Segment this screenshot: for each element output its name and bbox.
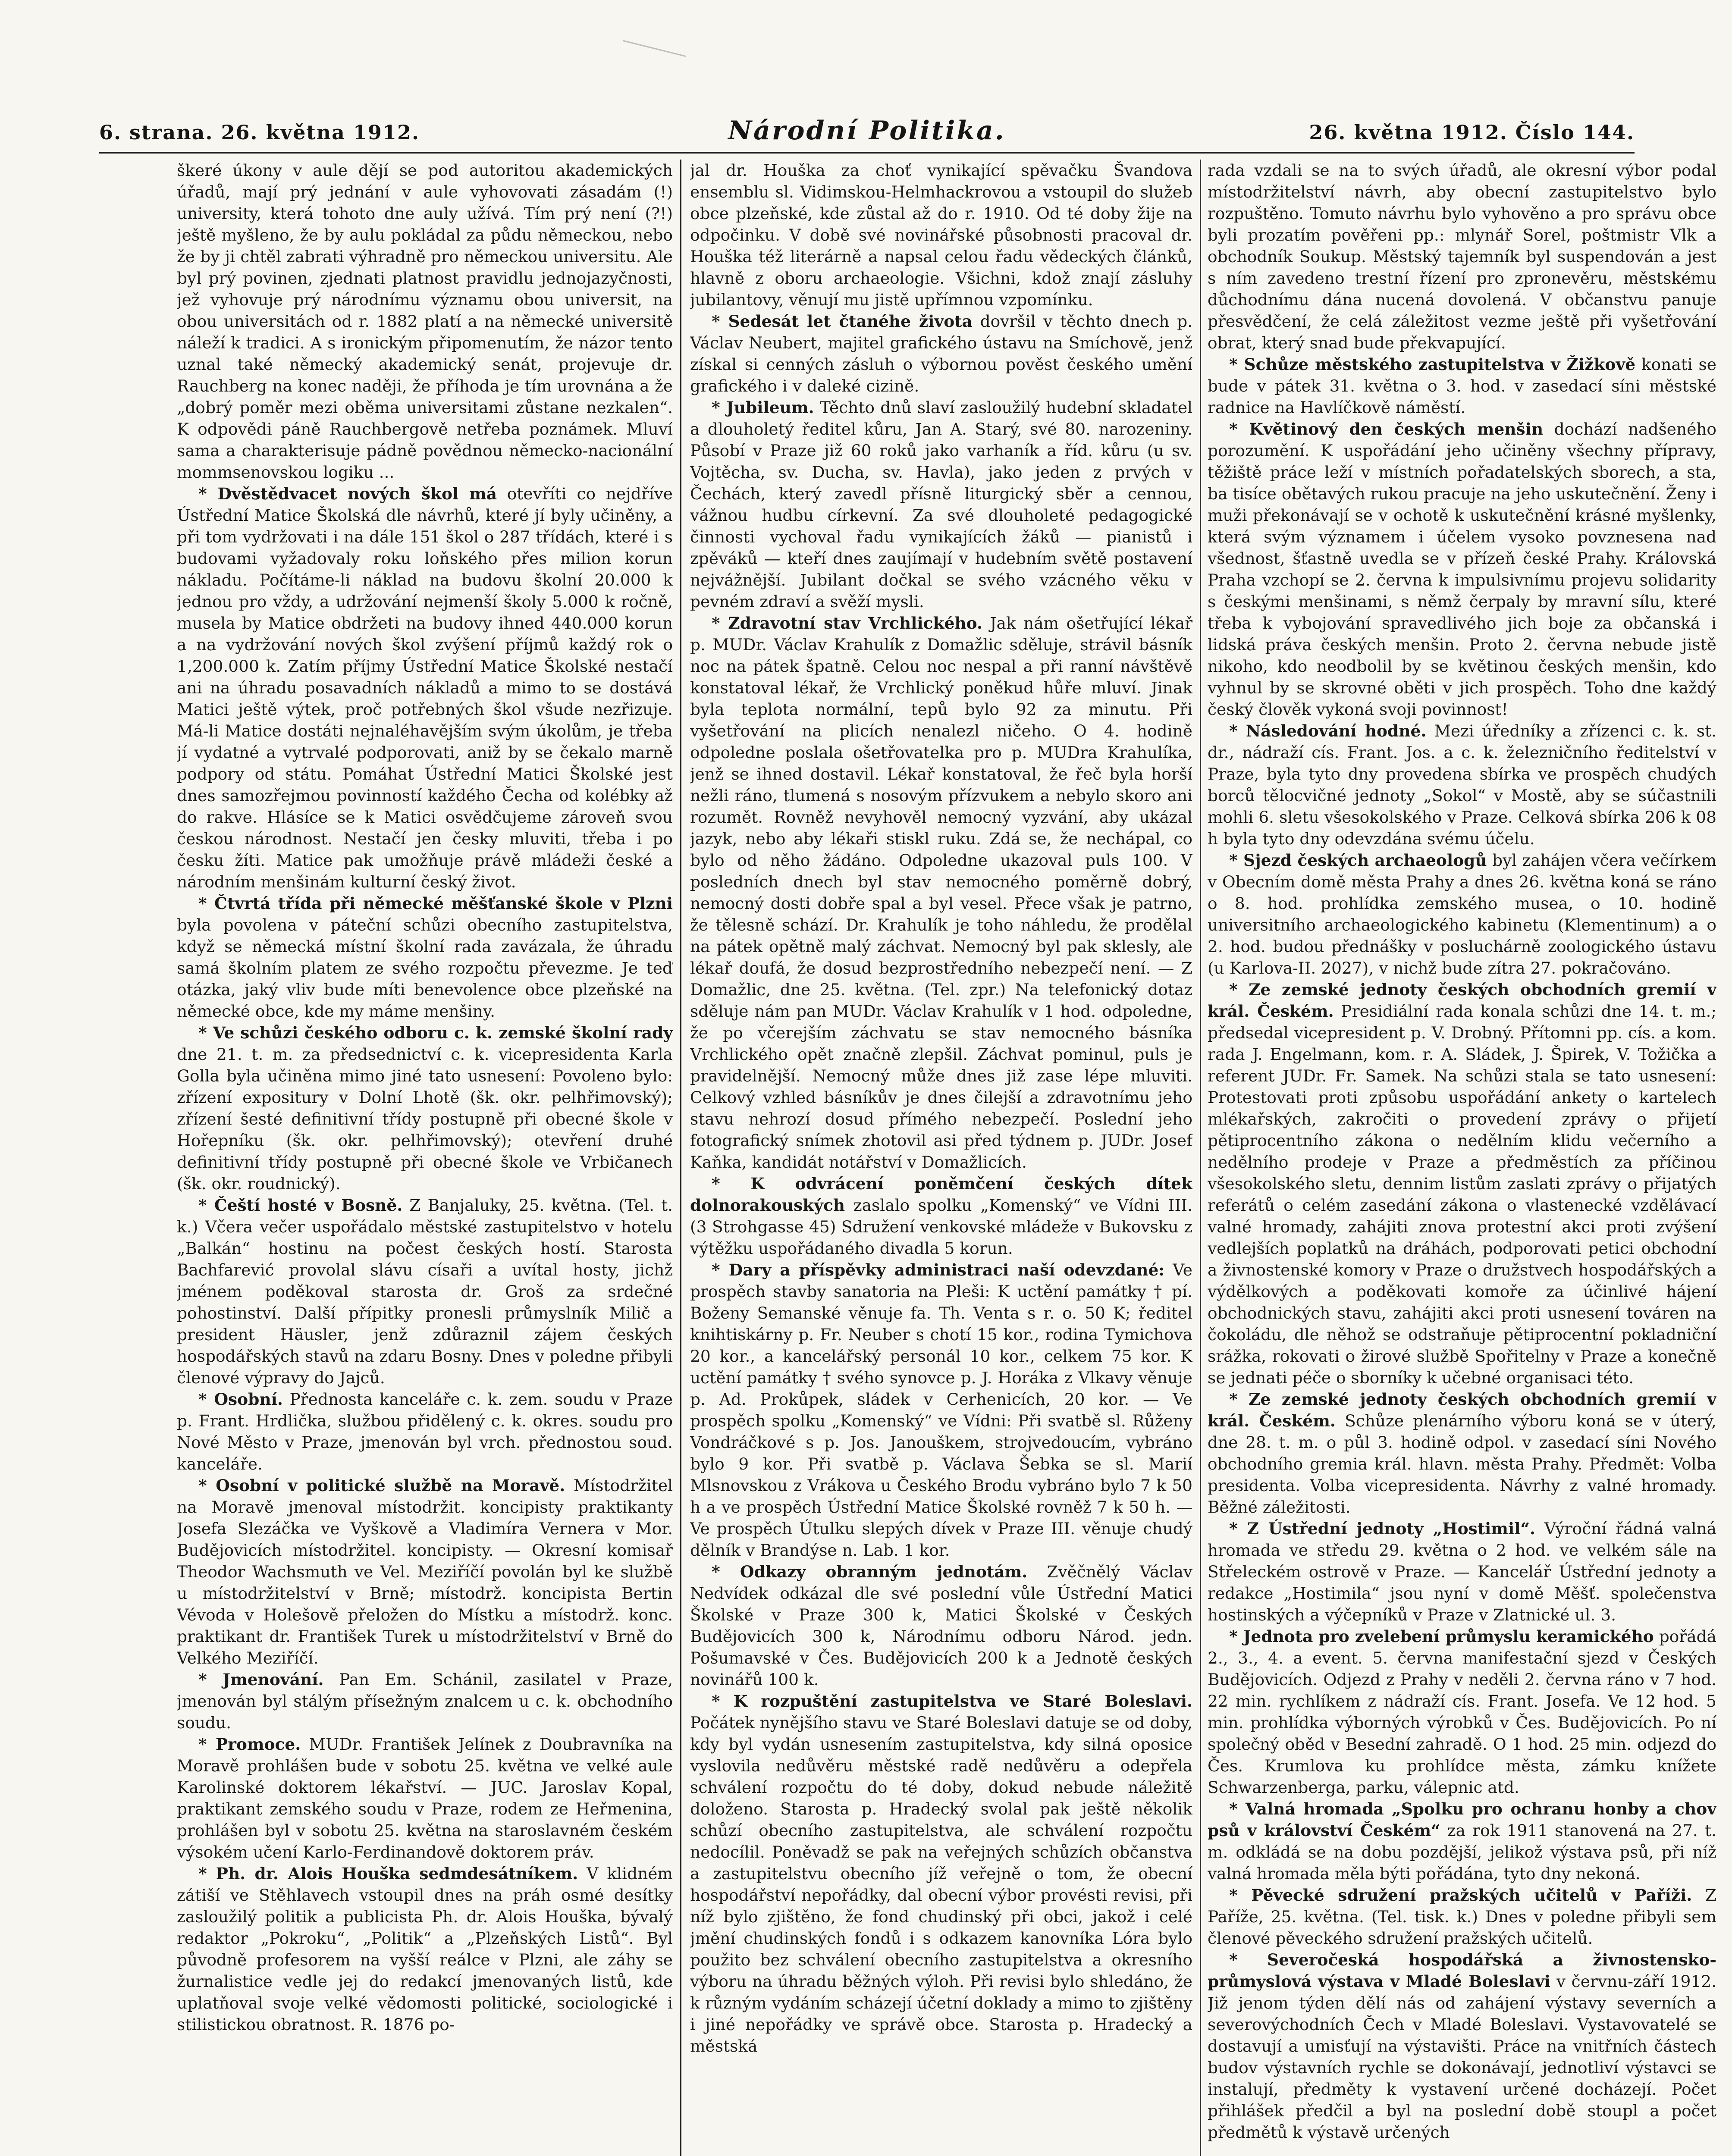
article-paragraph xyxy=(177,893,673,1022)
article-paragraph xyxy=(690,1561,1192,1690)
article-paragraph xyxy=(1208,720,1716,849)
article-text: pořádá 2., 3., 4. a event. 5. června manifestační sjezd v Českých Budějovicích. Odjezd z Prahy v neděli 2. června ráno v 7 hod. 22 min. rychlíkem z nádraží cís. Frant. Josefa. Ve 12 hod. 5 min. prohlídka výborných výrobků v Čes. Budějovicích. Po ní společný oběd v Besední zahradě. O 1 hod. 25 min. odjezd do Čes. Krumlova ku prohlídce města, zámku knížete Schwarzenberga, parku, válepnic atd. xyxy=(1208,1627,1716,1797)
article-paragraph xyxy=(177,1475,673,1669)
article-lead: * Čtvrtá třída při německé měšťanské škole v Plzni xyxy=(198,894,673,913)
article-lead: * Čeští hosté v Bosně. xyxy=(198,1196,403,1215)
article-lead: * Ph. dr. Alois Houška sedmdesátníkem. xyxy=(198,1864,578,1883)
article-paragraph xyxy=(690,397,1192,612)
article-paragraph xyxy=(1208,979,1716,1388)
article-lead: * Pěvecké sdružení pražských učitelů v Paříži. xyxy=(1229,1886,1692,1905)
page-header xyxy=(99,113,1635,152)
article-paragraph xyxy=(177,1733,673,1863)
article-lead: * Osobní. xyxy=(198,1390,283,1409)
article-lead: * Severočeská hospodářská a živnostensko-průmyslová výstava v Mladé Boleslavi xyxy=(1208,1950,1716,1991)
article-lead: * Promoce. xyxy=(198,1735,301,1754)
article-text: byl zahájen včera večírkem v Obecním domě města Prahy a dnes 26. května koná se ráno o 8. hod. prohlídka zemského musea, o 10. hodině universitního archaeologického kabinetu (Klementinum) a o 2. hod. budou přednášky v posluchárně zoologického ústavu (u Karlova-II. 2027), v nichž bude zítra 27. pokračováno. xyxy=(1208,851,1716,978)
article-paragraph xyxy=(177,483,673,893)
article-lead: * K odvrácení poněmčení českých dítek dolnorakouských xyxy=(690,1174,1192,1215)
column-rule xyxy=(680,160,681,2156)
article-text: dochází nadšeného porozumění. K uspořádání jeho učiněny všechny přípravy, těžiště práce leží v místních pořadatelských sborech, a sta, ba tisíce obětavých rukou pracuje na jeho uskutečnění. Ženy i muži překonávají se v ochotě k uskutečnění krásné myšlenky, která svým významem i účelem vysoko povznesena nad všednost, šťastně uvedla se v přízeň české Prahy. Královská Praha vzchopí se 2. června k impulsivnímu projevu solidarity s českými menšinami, s němž čerpaly by mravní sílu, které třeba k vybojování spravedlivého jich boje za občanská i lidská práva českých menšin. Proto 2. června nebude jistě nikoho, kdo neodbolil by se květinou českých menšin, kdo vyhnul by se skrovné oběti v jich prospěch. Toho dne každý český člověk vykoná svoji povinnost! xyxy=(1208,420,1716,719)
article-lead: * Sjezd českých archaeologů xyxy=(1229,851,1487,870)
article-text: konati se bude v pátek 31. května o 3. hod. v zasedací síni městské radnice na Havlíčkově náměstí. xyxy=(1208,355,1716,417)
article-text: dne 21. t. m. za předsednictví c. k. vicepresidenta Karla Golla byla učiněna mimo jiné tato usnesení: Povoleno bylo: zřízení expositury v Dolní Lhotě (šk. okr. pelhřimovský); zřízení šesté definitivní třídy postupně při obecné škole v Hořepníku (šk. okr. pelhřimovský); otevření druhé definitivní třídy postupně při obecné škole ve Vrbičanech (šk. okr. roudnický). xyxy=(177,1045,673,1193)
article-text: dovršil v těchto dnech p. Václav Neubert, majitel grafického ústavu na Smíchově, jenž získal si cenných zásluh o výbornou pověst českého umění grafického i v daleké cizině. xyxy=(690,312,1192,395)
article-text: MUDr. František Jelínek z Doubravníka na Moravě prohlášen bude v sobotu 25. května ve velké aule Karolinské doktorem lékařství. — JUC. Jaroslav Kopal, praktikant zemského soudu v Praze, rodem ze Heřmenina, prohlášen byl v sobotu 25. května na staroslavném českém výsokém učení Karlo-Ferdinandově doktorem práv. xyxy=(177,1735,673,1861)
article-text: Pan Em. Schánil, zasilatel v Praze, jmenován byl stálým přísežným znalcem u c. k. obchodního soudu. xyxy=(177,1670,673,1732)
article-paragraph xyxy=(690,160,1192,310)
article-text: Z Paříže, 25. května. (Tel. tisk. k.) Dnes v poledne přibyli sem členové pěveckého sdružení pražských učitelů. xyxy=(1208,1886,1716,1948)
article-paragraph xyxy=(1208,1949,1716,2143)
article-paragraph xyxy=(1208,160,1716,354)
article-text: Výroční řádná valná hromada ve středu 29. května o 2 hod. ve velkém sále na Střeleckém ostrově v Praze. — Kancelář Ústřední jednoty a redakce „Hostimila“ jsou nyní v domě Měšť. společenstva hostinských a výčepníků v Praze v Zlatnické ul. 3. xyxy=(1208,1519,1716,1624)
article-paragraph xyxy=(690,612,1192,1173)
masthead-title: Národní Politika. xyxy=(728,116,1006,146)
article-text: Těchto dnů slaví zasloužilý hudební skladatel a dlouholetý ředitel kůru, Jan A. Starý, své 80. narozeniny. Působí v Praze již 60 roků jako varhaník a říd. kůru (u sv. Vojtěcha, sv. Ducha, sv. Havla), jako jeden z prvých v Čechách, který zavedl přísně liturgický sběr a cennou, vážnou hudbu církevní. Za své dlouholeté pedagogické činnosti vychoval řadu vynikajících žáků — pianistů i zpěváků — kteří dnes zaujímají v hudebním světě postavení nejvážnější. Jubilant dočkal se svého vzácného věku v pevném zdraví a svěží mysli. xyxy=(690,398,1192,611)
article-text: Jak nám ošetřující lékař p. MUDr. Václav Krahulík z Domažlic sděluje, strávil básník noc na pátek špatně. Celou noc nespal a při ranní návštěvě konstatoval lékař, že Vrchlický poněkud hůře mluví. Jinak byla teplota normální, tepů bylo 92 za minutu. Při vyšetřování na plicích nenalezl ničeho. O 4. hodině odpoledne poslala ošetřovatelka pro p. MUDra Krahulíka, jenž se ihned dostavil. Lékař konstatoval, že řeč byla horší nežli ráno, tlumená s nosovým přízvukem a nebylo skoro ani rozumět. Rovněž nevyhověl nemocný vyzvání, aby ukázal jazyk, nebo aby lékaři stiskl ruku. Zdá se, že nechápal, co bylo od něho žádáno. Odpoledne ukazoval puls 100. V posledních dnech byl stav nemocného poměrně dobrý, nemocný dosti dobře spal a byl vesel. Přece však je patrno, že tělesně schází. Dr. Krahulík je toho náhledu, že prodělal na pátek opětně malý záchvat. Nemocný byl pak sklesly, ale lékař doufá, že dosud bezprostředního nebezpečí není. — Z Domažlic, dne 25. května. (Tel. zpr.) Na telefonický dotaz sděluje nám pan MUDr. Václav Krahulík v 1 hod. odpoledne, že po včerejším záchvatu se stav nemocného básníka Vrchlického opět značně zlepšil. Záchvat pominul, puls je pravidelnější. Nemocný může dnes již zase lépe mluviti. Celkový vzhled básníkův je dnes čilejší a zdravotnímu jeho stavu nehrozí dosud přímého nebezpečí. Poslední jeho fotografický snímek zhotovil asi před týdnem p. JUDr. Josef Kaňka, kandidát notářství v Domažlicích. xyxy=(690,614,1192,1172)
header-rule xyxy=(99,152,1635,154)
article-text: otevříti co nejdříve Ústřední Matice Školská dle návrhů, které jí byly učiněny, a při tom vydržovati i na dále 151 škol o 287 třídách, které i s budovami vyžadovaly roku loňského přes milion korun nákladu. Počítáme-li náklad na budovu školní 20.000 k jednou pro vždy, a udržování nejmenší školy 5.000 k ročně, musela by Matice obdržeti na budovy ihned 440.000 korun a na vydržování nových škol zvýšení příjmů každý rok o 1,200.000 k. Zatím příjmy Ústřední Matice Školské nestačí ani na úhradu posavadních nákladů a mimo to se dostává Matici ještě výtek, proč potřebných škol všude nezřizuje. Má-li Matice dostáti nejnaléhavějším svým úkolům, je třeba jí vydatné a vytrvalé podporovati, aniž by se čekalo marně podpory od státu. Pomáhat Ústřední Matici Školské jest dnes samozřejmou povinností každého Čecha od kolébky až do rakve. Hlásíce se k Matici osvědčujeme zároveň svou českou národnost. Nestačí jen česky mluviti, třeba i po česku žíti. Matice pak umožňuje právě mládeži české a národním menšinám kulturní český život. xyxy=(177,484,673,891)
article-lead: * Valná hromada „Spolku pro ochranu honby a chov psů v království Českém“ xyxy=(1208,1799,1716,1840)
column-1 xyxy=(177,160,673,2156)
article-lead: * Následování hodné. xyxy=(1229,721,1427,740)
article-paragraph xyxy=(1208,849,1716,979)
article-text: Zvěčnělý Václav Nedvídek odkázal dle své poslední vůle Ústřední Matici Školské v Praze 300 k, Matici Školské v Českých Budějovicích 300 k, Národnímu odboru Národ. jedn. Pošumavské v Čes. Budějovicích 200 k a Jednotě českých novinářů 100 k. xyxy=(690,1562,1192,1689)
article-lead: * Odkazy obranným jednotám. xyxy=(712,1562,1028,1581)
header-left: 6. strana. 26. května 1912. xyxy=(99,121,420,144)
article-text: byla povolena v páteční schůzi obecního zastupitelstva, když se německá místní školní rada zavázala, že úhradu samá školním platem ze svého rozpočtu převezme. Je teď otázka, jaký vliv bude míti benevolence obce plzeňské na německé obce, kde my máme menšiny. xyxy=(177,915,673,1021)
article-paragraph xyxy=(177,1388,673,1475)
article-lead: * Dary a příspěvky administraci naší odevzdané: xyxy=(712,1260,1165,1279)
article-text: Místodržitel na Moravě jmenoval místodržit. koncipisty praktikanty Josefa Slezáčka ve Vyškově a Vladimíra Vernera v Mor. Budějovicích místodržitel. koncipisty. — Okresní komisař Theodor Wachsmuth ve Vel. Meziříčí povolán byl ke službě u místodržitelství v Brně; místodrž. koncipista Bertin Vévoda v Holešově přeložen do Místku a místodrž. konc. praktikant dr. František Turek u místodržitelství v Brně do Velkého Meziříčí. xyxy=(177,1476,673,1667)
article-paragraph xyxy=(690,1173,1192,1259)
article-text: V klidném zátiší ve Stěhlavech vstoupil dnes na práh osmé desítky zasloužilý politik a publicista Ph. dr. Alois Houška, bývalý redaktor „Pokroku“, „Politik“ a „Plzeňských Listů“. Byl původně profesorem na vyšší reálce v Plzni, ale záhy se žurnalistice vedle jej do redakcí jmenovaných listů, kde uplatňoval svoje velké vědomosti politické, sociologické i stilistickou obratnost. R. 1876 po- xyxy=(177,1864,673,2034)
article-paragraph xyxy=(690,1690,1192,2057)
article-text: škeré úkony v aule dějí se pod autoritou akademických úřadů, mají prý jednání v aule vyhovovati zásadám (!) university, která tohoto dne auly užívá. Tím prý není (?!) ještě myšleno, že by aulu pokládal za půdu německou, nebo že by ji chtěl zabrati výhradně pro německou universitu. Ale byl prý povinen, zjednati platnost pravidlu jednojazyčnosti, jež vyhovuje prý národnímu významu obou universit, na obou universitách od r. 1882 platí a na německé universitě náleží k tradici. A s ironickým připomenutím, že názor tento uznal také německý akademický senát, projevuje dr. Rauchberg na konec naději, že příhoda je tím urovnána a že „dobrý poměr mezi oběma universitami zůstane nezkalen“. K odpovědi páně Rauchbergově netřeba poznámek. Mluví sama a charakterisuje pádně povědnou německo-nacionální mommsenovskou logiku ... xyxy=(177,161,673,482)
article-lead: * Dvěstědvacet nových škol má xyxy=(198,484,497,503)
article-lead: * Ze zemské jednoty českých obchodních gremií v král. Českém. xyxy=(1208,1390,1716,1430)
article-text: Počátek nynějšího stavu ve Staré Boleslavi datuje se od doby, kdy byl vydán usnesením zastupitelstva, kdy silná oposice vyslovila nedůvěru městské radě nedůvěru a odepřela schválení rozpočtu do té doby, dokud nebude náležitě doloženo. Starosta p. Hradecký svolal pak ještě několik schůzí obecního zastupitelstva, ale schválení rozpočtu nedocílil. Poněvadž se pak na veřejných schůzích občanstva a zastupitelstvu obecního jíž veřejně o tom, že obecní hospodářství nepořádky, dal obecní výbor provésti revisi, při níž bylo zjištěno, že fond chudinský při obci, jakož i celé jmění chudinských fondů i s odkazem kanovníka Lóra bylo použito bez schválení obecního zastupitelstva a okresního výboru na úhradu běžných výloh. Při revisi bylo shledáno, že k různým vydáním scházejí účetní doklady a mimo to zjištěny i jiné nepořádky ve správě obce. Starosta p. Hradecký a městská xyxy=(690,1713,1192,2056)
article-text: za rok 1911 stanovená na 27. t. m. odkládá se na dobu pozdější, jelikož výstava psů, při níž valná hromada měla býti pořádána, tyto dny nekoná. xyxy=(1208,1821,1716,1883)
article-paragraph xyxy=(177,1669,673,1733)
article-lead: * Jubileum. xyxy=(712,398,814,417)
column-rule xyxy=(1200,160,1201,2156)
article-lead: * Z Ústřední jednoty „Hostimil“. xyxy=(1229,1519,1536,1538)
article-lead: * Jmenování. xyxy=(198,1670,324,1689)
article-paragraph xyxy=(177,1863,673,2035)
article-paragraph xyxy=(1208,354,1716,418)
article-paragraph xyxy=(1208,1388,1716,1518)
paper-scratch-mark xyxy=(617,40,686,82)
article-lead: * Sedesát let čtanéhe života xyxy=(712,312,973,331)
article-paragraph xyxy=(1208,418,1716,720)
article-text: Presidiální rada konala schůzi dne 14. t. m.; předsedal vicepresident p. V. Drobný. Přítomni pp. cís. a kom. rada J. Engelmann, kom. r. A. Sládek, J. Špirek, V. Tožička a referent JUDr. Fr. Samek. Na schůzi stala se tato usnesení: Protestovati proti způsobu uspořádání ankety o kartelech mlékařských, zakročiti o provedení zprávy o přijetí pětiprocentního zákona o nedělním klidu večerního a nedělního prodeje v Praze a předměstích za příčinou všesokolského sletu, dennim listům zaslati zprávy o přijatých referátů o celém zasedání zákona o vlastenecké vzdělávací valné hromady, zahájiti znova protestní akci proti zvýšení vedlejších poplatků na dráhách, podporovati petici obchodní a živnostenské komory v Praze o družstvech hospodářských a výdělkových a poděkovati komoře za účinlivé hájení obchodnických stavu, zahájiti akci proti usnesení továren na čokoládu, dle něhož se odstraňuje pětiprocentní pokladniční srážka, rokovati o žirové službě Spořitelny v Praze a konečně se jednati péče o sborníky k učebné organisaci této. xyxy=(1208,1002,1716,1387)
article-lead: * Ve schůzi českého odboru c. k. zemské školní rady xyxy=(198,1023,673,1042)
article-paragraph xyxy=(690,1259,1192,1561)
article-text: Mezi úředníky a zřízenci c. k. st. dr., nádraží cís. Frant. Jos. a c. k. železničního ředitelství v Praze, byla tyto dny provedena sbírka ve prospěch chudých borců tělocvičné jednoty „Sokol“ v Mostě, aby se súčastnili mohli 6. sletu všesokolského v Praze. Celková sbírka 206 k 08 h byla tyto dny odevzdána svému účelu. xyxy=(1208,721,1716,848)
article-text: zaslalo spolku „Komenský“ ve Vídni III. (3 Strohgasse 45) Sdružení venkovské mládeže v Bukovsku z výtěžku uspořádaného divadla 5 korun. xyxy=(690,1196,1192,1258)
article-paragraph xyxy=(177,1022,673,1194)
article-lead: * Zdravotní stav Vrchlického. xyxy=(712,614,982,633)
article-lead: * K rozpuštění zastupitelstva ve Staré Boleslavi. xyxy=(712,1692,1192,1711)
article-lead: * Schůze městského zastupitelstva v Žižkově xyxy=(1229,355,1636,374)
article-text: Ve prospěch stavby sanatoria na Pleši: K uctění památky † pí. Boženy Semanské věnuje fa. Th. Venta s r. o. 50 K; ředitel knihtiskárny p. Fr. Neuber s chotí 15 kor., rodina Tymichova 20 kor., a kancelářský personál 10 kor., celkem 75 kor. K uctění památky † svého synovce p. J. Horáka z Vlkavy věnuje p. Ad. Prokůpek, sládek v Cerhenicích, 20 kor. — Ve prospěch spolku „Komenský“ ve Vídni: Při svatbě sl. Růženy Vondráčkové s p. Jos. Janouškem, strojvedoucím, vybráno bylo 9 kor. Při svatbě p. Václava Šebka se sl. Marií Mlsnovskou z Vrákova u Českého Brodu vybráno bylo 7 k 50 h a ve prospěch Ústřední Matice Školské rovněž 7 k 50 h. — Ve prospěch Útulku slepých dívek v Praze III. věnuje chudý dělník v Brandýse n. Lab. 1 kor. xyxy=(690,1260,1192,1560)
article-paragraph xyxy=(177,160,673,483)
article-lead: * Květinový den českých menšin xyxy=(1229,420,1544,439)
article-paragraph xyxy=(1208,1884,1716,1949)
article-text: Z Banjaluky, 25. května. (Tel. t. k.) Včera večer uspořádalo městské zastupitelstvo v hotelu „Balkán“ hostinu na počest českých hostí. Starosta Bachfarević provolal slávu císaři a uvítal hosty, jichž jménem poděkoval starosta dr. Groš za srdečné pohostinství. Další přípitky pronesli průmyslník Milič a president Häusler, jenž zdůraznil zájem českých hospodářských stavů na zdaru Bosny. Dnes v poledne přibyli členové výpravy do Jajců. xyxy=(177,1196,673,1387)
column-2 xyxy=(690,160,1192,2156)
article-text: v červnu-září 1912. Již jenom týden dělí nás od zahájení výstavy severních a severovýchodních Čech v Mladé Boleslavi. Vystavovatelé se dostavují a umisťují na výstavišti. Práce na vnitřních částech budov výstavních rychle se dokonávají, jednotliví výstavci se instalují, předměty k vystavení určené docházejí. Počet přihlášek předčil a byl na poslední době stoupl a počet předmětů k výstavě určených xyxy=(1208,1972,1716,2142)
article-text: jal dr. Houška za choť vynikající spěvačku Švandova ensemblu sl. Vidimskou-Helmhackrovou a vstoupil do služeb obce plzeňské, kde zůstal až do r. 1910. Od té doby žije na odpočinku. V době své novinářské působnosti pracoval dr. Houška též literárně a napsal celou řadu vědeckých článků, hlavně z oboru archaeologie. Všichni, kdož znají zásluhy jubilantovy, věnují mu jistě upřímnou vzpomínku. xyxy=(690,161,1192,309)
article-paragraph xyxy=(1208,1798,1716,1884)
article-paragraph xyxy=(177,1194,673,1388)
article-text: Přednosta kanceláře c. k. zem. soudu v Praze p. Frant. Hrdlička, službou přidělený c. k. okres. soudu pro Nové Město v Praze, jmenován byl vrch. přednostou soud. kanceláře. xyxy=(177,1390,673,1473)
article-paragraph xyxy=(1208,1518,1716,1626)
article-lead: * Jednota pro zvelebení průmyslu keramického xyxy=(1229,1627,1654,1646)
column-3 xyxy=(1208,160,1716,2156)
article-lead: * Ze zemské jednoty českých obchodních gremií v král. Českém. xyxy=(1208,980,1716,1021)
article-lead: * Osobní v politické službě na Moravě. xyxy=(198,1476,565,1495)
header-right: 26. května 1912. Číslo 144. xyxy=(1309,121,1635,144)
article-text: rada vzdali se na to svých úřadů, ale okresní výbor podal místodržitelství návrh, aby obecní zastupitelstvo bylo rozpuštěno. Tomuto návrhu bylo vyhověno a pro správu obce byli prozatím pověřeni pp.: mlynář Sorel, poštmistr Vlk a obchodník Soukup. Městský tajemník byl suspendován a jest s ním zavedeno trestní řízení pro zpronevěru, městskému důchodnímu dána nucená dovolená. V občanstvu panuje přesvědčení, že celá záležitost vezme ještě při vyšetřování obrat, který snad bude překvapující. xyxy=(1208,161,1716,352)
article-text: Schůze plenárního výboru koná se v úterý, dne 28. t. m. o půl 3. hodině odpol. v zasedací síni Nového obchodního gremia král. hlavn. města Prahy. Předmět: Volba presidenta. Volba vicepresidenta. Návrhy z valné hromady. Běžné záležitosti. xyxy=(1208,1411,1716,1517)
article-paragraph xyxy=(690,310,1192,397)
article-paragraph xyxy=(1208,1626,1716,1798)
